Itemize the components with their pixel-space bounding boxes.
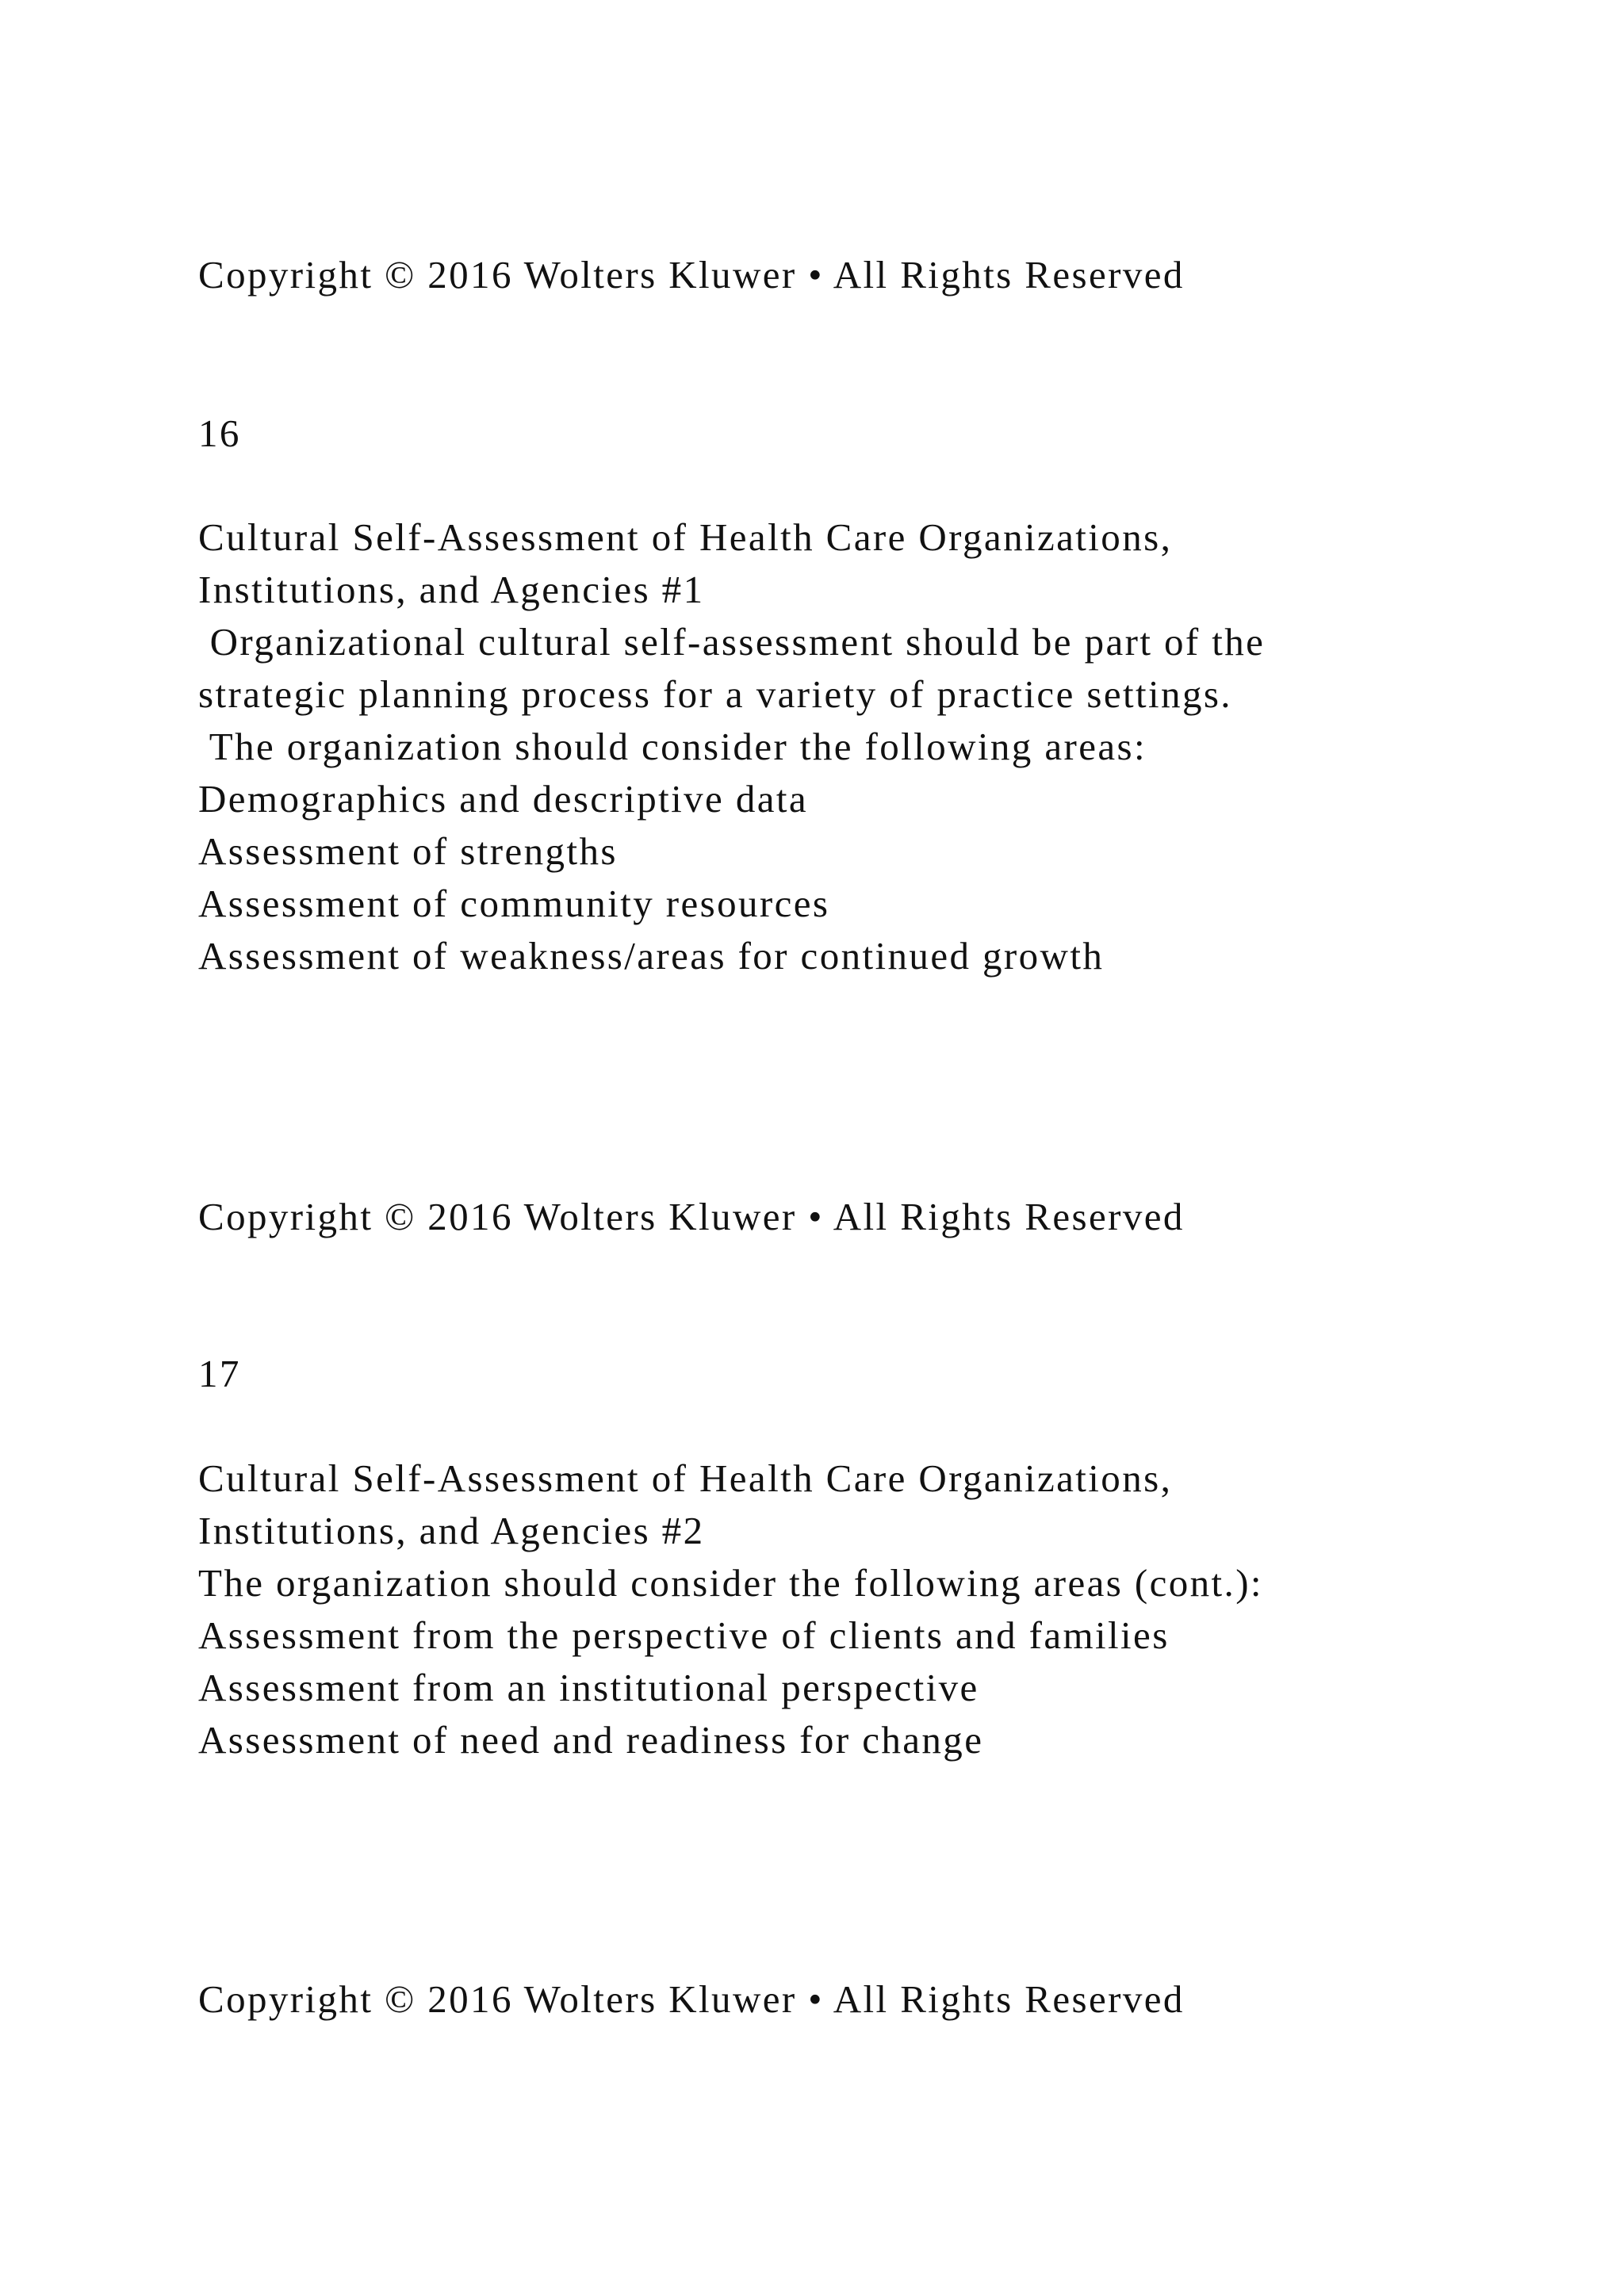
slide-title: Cultural Self-Assessment of Health Care Organizations,	[198, 1456, 1173, 1500]
body-text: The organization should consider the following areas (cont.):	[198, 1561, 1263, 1605]
list-item: Assessment from an institutional perspective	[198, 1666, 979, 1709]
slide-title: Institutions, and Agencies #1	[198, 568, 705, 611]
slide-number: 17	[198, 1352, 241, 1395]
slide-title: Institutions, and Agencies #2	[198, 1509, 705, 1552]
copyright-notice: Copyright © 2016 Wolters Kluwer • All Rights Reserved	[198, 253, 1185, 297]
list-item: Assessment of community resources	[198, 882, 830, 925]
list-item: Assessment of need and readiness for change	[198, 1718, 984, 1762]
body-text: strategic planning process for a variety of practice settings.	[198, 672, 1232, 716]
list-item: Assessment of weakness/areas for continued growth	[198, 934, 1105, 978]
slide-title: Cultural Self-Assessment of Health Care Organizations,	[198, 515, 1173, 559]
slide-number: 16	[198, 411, 241, 455]
copyright-notice: Copyright © 2016 Wolters Kluwer • All Rights Reserved	[198, 1195, 1185, 1238]
body-text: Organizational cultural self-assessment should be part of the	[198, 620, 1266, 664]
copyright-notice: Copyright © 2016 Wolters Kluwer • All Rights Reserved	[198, 1977, 1185, 2021]
body-text: The organization should consider the following areas:	[198, 725, 1147, 768]
list-item: Assessment from the perspective of clients and families	[198, 1613, 1170, 1657]
list-item: Assessment of strengths	[198, 829, 618, 873]
list-item: Demographics and descriptive data	[198, 777, 809, 821]
